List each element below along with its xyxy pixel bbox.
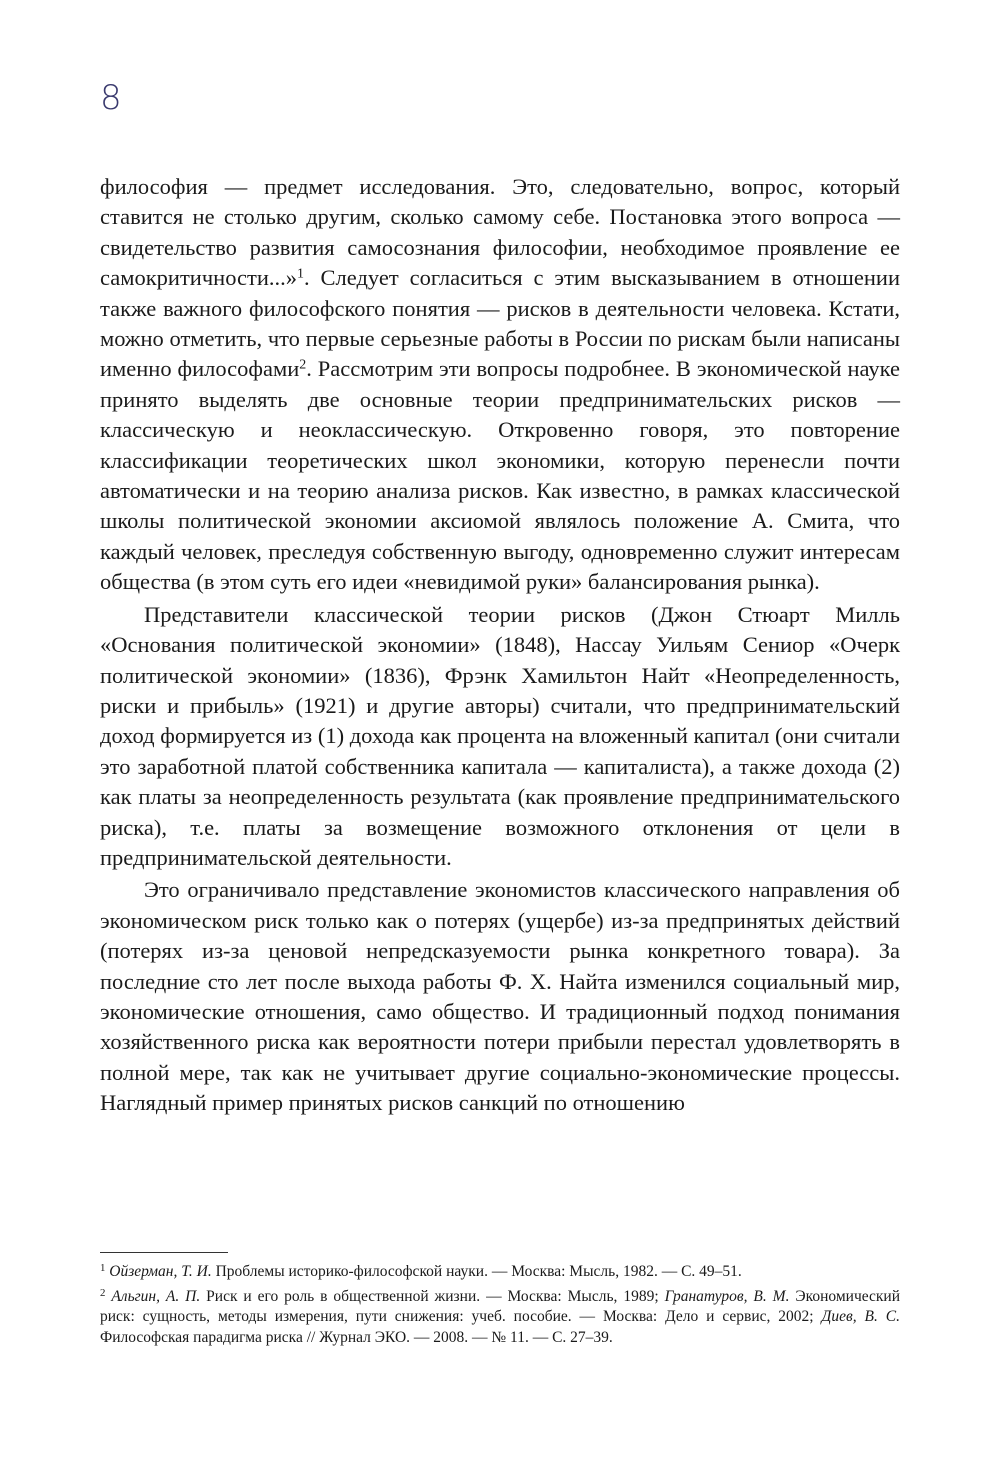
paragraph-2: Представители классической теории рисков (Джон Стюарт Милль «Основания политической экономии» (1848), Нассау Уильям Сениор «Очерк политической экономии» (1836), Фрэнк Хамильтон Найт «Неопределенность, риски и прибыль» (1921) и другие авторы) считали, что предпринимательский доход формируется из (1) дохода как процента на вложенный капитал (они считали это заработной платой собственника капитала — капиталиста), а также дохода (2) как платы за неопределенность результата (как проявление предпринимательского риска), т.е. платы за возмещение возможного отклонения от цели в предпринимательской деятельности. [100,601,900,870]
footnote-2-author-1: Альгин, А. П. [111,1287,201,1305]
body-text [100,172,900,1119]
page-number: 8 [100,78,122,118]
paragraph-1-part-b: . Следует согласиться с этим высказыванием в отношении также важного философского понятия — рисков в деятельности человека. Кстати, можно отметить, что первые серьезные работы в России по рискам были написаны именно философами [100,265,900,382]
paragraph-3: Это ограничивало представление экономистов классического направления об экономическом риск только как о потерях (ущербе) из-за предпринятых действий (потерях из-за ценовой непредсказуемости рынка конкретного товара). За последние сто лет после выхода работы Ф. Х. Найта изменился социальный мир, экономические отношения, само общество. И традиционный подход понимания хозяйственного риска как вероятности потери прибыли перестал удовлетворять в полной мере, так как не учитывает другие социально-экономические процессы. Наглядный пример принятых рисков санкций по отношению [100,877,900,1116]
footnote-ref-2: 2 [299,357,307,373]
footnote-divider [100,1252,228,1253]
paragraph-1-part-c: . Рассмотрим эти вопросы подробнее. В экономической науке принято выделять две основные теории предпринимательских рисков — классическую и неоклассическую. Откровенно говоря, это повторение классификации теоретических школ экономики, которую перенесли почти автоматически и на теорию анализа рисков. Как известно, в рамках классической школы политической экономии аксиомой являлось положение А. Смита, что каждый человек, преследуя собственную выгоду, одновременно служит интересам общества (в этом суть его идеи «невидимой руки» балансирования рынка). [100,356,901,595]
footnote-2-author-2: Гранатуров, В. М. [664,1287,790,1305]
paragraph-1 [100,172,900,598]
footnote-2-text-1: Риск и его роль в общественной жизни. — Москва: Мысль, 1989; [200,1287,665,1305]
footnote-1-author: Ойзерман, Т. И. [109,1263,212,1280]
footnote-1-text: Проблемы историко-философской науки. — Москва: Мысль, 1982. — С. 49–51. [211,1263,742,1280]
footnote-2-number: 2 [100,1286,106,1299]
footnote-2 [100,1287,900,1349]
footnote-2-text-3: Философская парадигма риска // Журнал ЭКО. — 2008. — № 11. — С. 27–39. [100,1328,613,1346]
footnote-ref-1: 1 [297,266,304,282]
paragraph-1-part-a: философия — предмет исследования. Это, следовательно, вопрос, который ставится не столько другим, сколько самому себе. Постановка этого вопроса — свидетельство развития самосознания философии, необходимое проявление ее самокритичности...» [100,174,900,291]
footnote-1-number: 1 [100,1262,106,1275]
footnote-2-text-2: Экономический риск: сущность, методы измерения, пути снижения: учеб. пособие. — Москва: Дело и сервис, 2002; [100,1287,901,1325]
footnote-2-author-3: Диев, В. С. [821,1308,900,1325]
footnotes [100,1262,900,1352]
footnote-1 [100,1262,900,1283]
